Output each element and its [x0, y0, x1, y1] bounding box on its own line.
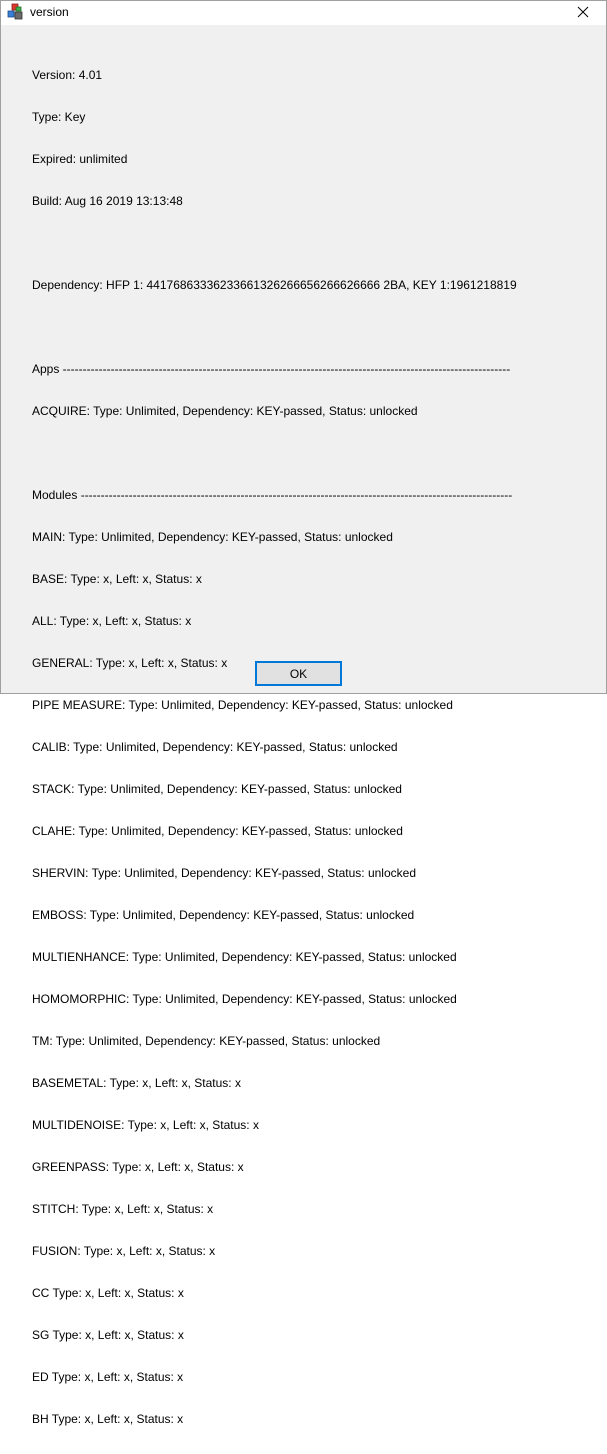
close-button[interactable]	[560, 1, 606, 25]
version-line: Version: 4.01	[32, 68, 103, 82]
close-icon	[578, 4, 588, 22]
list-item: GENERAL: Type: x, Left: x, Status: x	[32, 656, 228, 670]
title-bar[interactable]	[1, 1, 606, 25]
list-item: SG Type: x, Left: x, Status: x	[32, 1328, 184, 1342]
list-item: MAIN: Type: Unlimited, Dependency: KEY-passed, Status: unlocked	[32, 530, 393, 544]
list-item: TM: Type: Unlimited, Dependency: KEY-passed, Status: unlocked	[32, 1034, 381, 1048]
expired-line: Expired: unlimited	[32, 152, 128, 166]
list-item: ED Type: x, Left: x, Status: x	[32, 1370, 184, 1384]
list-item: ACQUIRE: Type: Unlimited, Dependency: KEY-passed, Status: unlocked	[32, 404, 418, 418]
window-title: version	[30, 5, 69, 19]
list-item: GREENPASS: Type: x, Left: x, Status: x	[32, 1160, 244, 1174]
list-item: MULTIDENOISE: Type: x, Left: x, Status: x	[32, 1118, 259, 1132]
app-cubes-icon	[7, 4, 23, 20]
list-item: BASEMETAL: Type: x, Left: x, Status: x	[32, 1076, 241, 1090]
list-item: ALL: Type: x, Left: x, Status: x	[32, 614, 192, 628]
list-item: SHERVIN: Type: Unlimited, Dependency: KEY-passed, Status: unlocked	[32, 866, 416, 880]
list-item: CC Type: x, Left: x, Status: x	[32, 1286, 184, 1300]
type-line: Type: Key	[32, 110, 86, 124]
build-line: Build: Aug 16 2019 13:13:48	[32, 194, 183, 208]
dependency-line: Dependency: HFP 1: 44176863336233661326266656266626666 2BA, KEY 1:1961218819	[32, 278, 517, 292]
list-item: STITCH: Type: x, Left: x, Status: x	[32, 1202, 214, 1216]
list-item: STACK: Type: Unlimited, Dependency: KEY-passed, Status: unlocked	[32, 782, 402, 796]
apps-header: Apps ----------------------------------------------------------------------------------------------------------------	[32, 362, 511, 376]
version-info-text	[32, 40, 592, 1454]
list-item: EMBOSS: Type: Unlimited, Dependency: KEY-passed, Status: unlocked	[32, 908, 415, 922]
list-item: BH Type: x, Left: x, Status: x	[32, 1412, 184, 1426]
list-item: MULTIENHANCE: Type: Unlimited, Dependency: KEY-passed, Status: unlocked	[32, 950, 457, 964]
list-item: CLAHE: Type: Unlimited, Dependency: KEY-passed, Status: unlocked	[32, 824, 403, 838]
modules-header: Modules ------------------------------------------------------------------------------------------------------------	[32, 488, 513, 502]
list-item: PIPE MEASURE: Type: Unlimited, Dependency: KEY-passed, Status: unlocked	[32, 698, 453, 712]
list-item: BASE: Type: x, Left: x, Status: x	[32, 572, 202, 586]
list-item: FUSION: Type: x, Left: x, Status: x	[32, 1244, 216, 1258]
ok-button[interactable]: OK	[255, 661, 342, 686]
list-item: HOMOMORPHIC: Type: Unlimited, Dependency: KEY-passed, Status: unlocked	[32, 992, 457, 1006]
list-item: CALIB: Type: Unlimited, Dependency: KEY-passed, Status: unlocked	[32, 740, 398, 754]
